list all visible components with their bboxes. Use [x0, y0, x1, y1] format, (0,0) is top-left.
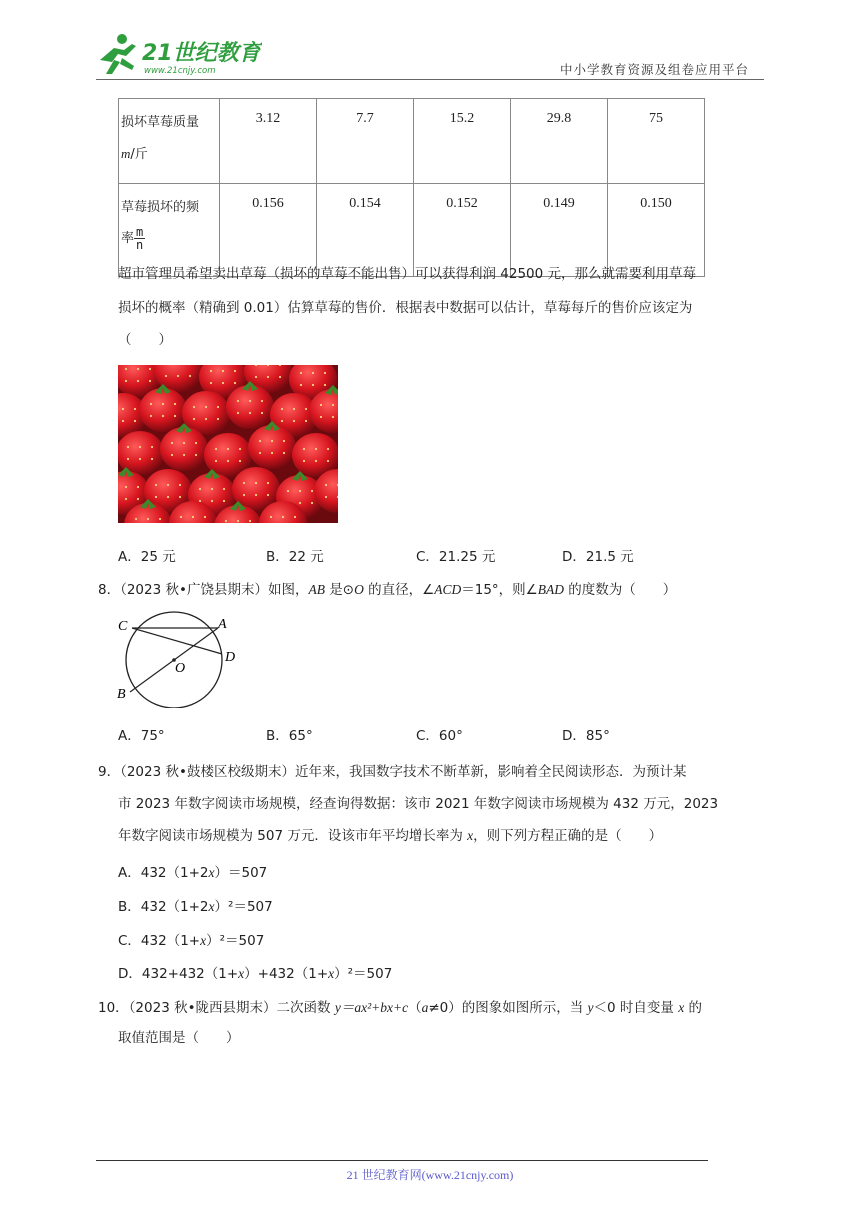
q9-option-d[interactable]: D．432+432（1+x）+432（1+x）²＝507: [118, 966, 393, 982]
q9-option-c[interactable]: C．432（1+x）²＝507: [118, 933, 265, 949]
table-cell: 0.149: [511, 184, 608, 277]
label-b: B: [117, 687, 126, 702]
q8-option-b[interactable]: B．65°: [266, 728, 313, 744]
row-header: 损坏草莓质量 m/斤: [119, 99, 220, 184]
logo-url: www.21cnjy.com: [144, 66, 216, 76]
table-cell: 7.7: [317, 99, 414, 184]
table-cell: 0.150: [608, 184, 705, 277]
chord-cd: [132, 628, 222, 654]
strawberry-photo: [118, 365, 338, 523]
q9-option-a[interactable]: A．432（1+2x）＝507: [118, 865, 268, 881]
q8-option-a[interactable]: A．75°: [118, 728, 165, 744]
q7-option-b[interactable]: B．22 元: [266, 549, 324, 565]
q7-line-2: 损坏的概率（精确到 0.01）估算草莓的售价．根据表中数据可以估计，草莓每斤的售价应该定为: [118, 300, 693, 316]
table-cell: 29.8: [511, 99, 608, 184]
q7-option-a[interactable]: A．25 元: [118, 549, 176, 565]
q9-option-b[interactable]: B．432（1+2x）²＝507: [118, 899, 273, 915]
table-row: [119, 184, 705, 277]
fraction-m-over-n: $\frac{m}{n}$: [136, 225, 144, 252]
table-cell: 75: [608, 99, 705, 184]
label-o: O: [175, 661, 186, 676]
q8-option-d[interactable]: D．85°: [562, 728, 610, 744]
footer-divider: [96, 1160, 708, 1161]
q8-option-c[interactable]: C．60°: [416, 728, 463, 744]
q7-line-1: 超市管理员希望卖出草莓（损坏的草莓不能出售）可以获得利润 42500 元，那么就需要利用草莓: [118, 266, 697, 282]
table-cell: 0.154: [317, 184, 414, 277]
platform-name: 中小学教育资源及组卷应用平台: [560, 62, 750, 77]
label-c: C: [118, 619, 128, 634]
q8-stem: 8．（2023 秋•广饶县期末）如图，AB 是⊙O 的直径，∠ACD＝15°，则∠BAD 的度数为（ ）: [98, 582, 677, 598]
strawberry-table: [118, 98, 705, 277]
q7-option-c[interactable]: C．21.25 元: [416, 549, 496, 565]
table-row: [119, 99, 705, 184]
q7-option-d[interactable]: D．21.5 元: [562, 549, 634, 565]
label-d: D: [225, 650, 236, 665]
runner-icon: [100, 34, 136, 74]
label-a: A: [218, 617, 227, 632]
logo-text: 21世纪教育: [142, 41, 261, 66]
table-cell: 0.156: [220, 184, 317, 277]
row-header: 草莓损坏的频 率 $\frac{m}{n}$: [119, 184, 220, 277]
header-divider: [96, 79, 764, 80]
q9-line-1: 9．（2023 秋•鼓楼区校级期末）近年来，我国数字技术不断革新，影响着全民阅读形态．为预计某: [98, 764, 687, 780]
q9-line-2: 市 2023 年数字阅读市场规模，经查询得数据：该市 2021 年数字阅读市场规模为 432 万元，2023: [118, 796, 719, 812]
table-cell: 0.152: [414, 184, 511, 277]
circle-diagram: [112, 608, 242, 708]
q10-line-2: 取值范围是（ ）: [118, 1030, 240, 1046]
table-cell: 15.2: [414, 99, 511, 184]
q9-line-3: 年数字阅读市场规模为 507 万元．设该市年平均增长率为 x，则下列方程正确的是（ ）: [118, 828, 663, 844]
footer-link[interactable]: 21 世纪教育网(www.21cnjy.com): [346, 1168, 514, 1182]
table-cell: 3.12: [220, 99, 317, 184]
q10-line-1: 10．（2023 秋•陇西县期末）二次函数 y＝ax²+bx+c（a≠0）的图象如图所示，当 y＜0 时自变量 x 的: [98, 1000, 703, 1016]
site-logo: [92, 30, 262, 80]
q7-line-3: （ ）: [118, 332, 172, 348]
